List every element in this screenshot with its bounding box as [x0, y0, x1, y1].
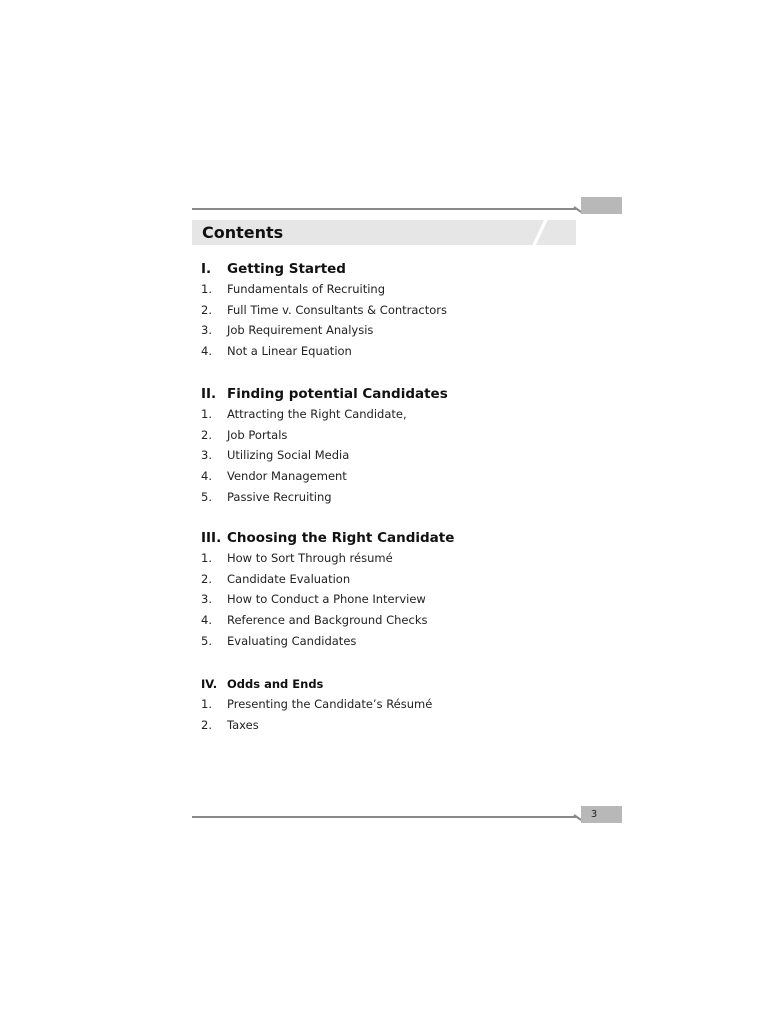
- bottom-rule: [192, 816, 577, 818]
- item-number: 1.: [201, 551, 212, 565]
- item-label: How to Conduct a Phone Interview: [227, 592, 426, 607]
- section-heading: [201, 528, 581, 548]
- toc-item: [201, 425, 581, 446]
- top-rule: [192, 208, 577, 210]
- toc-section-1: [201, 259, 581, 362]
- toc-item: [201, 320, 581, 341]
- item-number: 4.: [201, 344, 212, 359]
- toc-item: [201, 404, 581, 425]
- toc-item: [201, 610, 581, 631]
- contents-title-bar-slash: [520, 220, 560, 245]
- toc-item: [201, 279, 581, 300]
- item-label: Attracting the Right Candidate,: [227, 407, 407, 421]
- toc-item: [201, 548, 581, 569]
- item-label: Passive Recruiting: [227, 489, 332, 504]
- section-title: Getting Started: [227, 261, 346, 277]
- item-label: Not a Linear Equation: [227, 344, 352, 359]
- toc-item: [201, 341, 581, 362]
- item-number: 3.: [201, 592, 212, 607]
- item-number: 3.: [201, 323, 212, 338]
- toc-item: [201, 589, 581, 610]
- item-label: Reference and Background Checks: [227, 613, 428, 628]
- item-label: Full Time v. Consultants & Contractors: [227, 302, 448, 317]
- section-title: Odds and Ends: [227, 677, 324, 691]
- item-label: Vendor Management: [227, 469, 347, 484]
- section-heading: [201, 384, 581, 404]
- item-label: Evaluating Candidates: [227, 633, 357, 648]
- toc-item: [201, 445, 581, 466]
- item-label: How to Sort Through résumé: [227, 551, 393, 565]
- item-number: 4.: [201, 469, 212, 484]
- item-label: Candidate Evaluation: [227, 571, 351, 586]
- top-corner-tab: [581, 197, 622, 214]
- toc-item: [201, 715, 581, 736]
- item-label: Job Portals: [227, 427, 288, 442]
- item-label: Presenting the Candidate’s Résumé: [227, 697, 433, 711]
- item-label: Taxes: [227, 717, 259, 732]
- item-number: 5.: [201, 489, 212, 504]
- toc-item: [201, 300, 581, 321]
- toc-item: [201, 569, 581, 590]
- item-number: 1.: [201, 697, 212, 711]
- item-number: 2.: [201, 302, 212, 317]
- item-label: Fundamentals of Recruiting: [227, 282, 385, 296]
- section-heading: [201, 674, 581, 694]
- page-title: Contents: [202, 223, 284, 242]
- item-number: 4.: [201, 613, 212, 628]
- item-number: 2.: [201, 571, 212, 586]
- toc-item: [201, 694, 581, 715]
- item-number: 1.: [201, 282, 212, 296]
- section-numeral: III.: [201, 530, 222, 546]
- item-number: 2.: [201, 717, 212, 732]
- page-number: 3: [590, 809, 598, 820]
- item-number: 1.: [201, 407, 212, 421]
- section-numeral: IV.: [201, 677, 218, 691]
- item-number: 2.: [201, 427, 212, 442]
- toc-section-3: [201, 528, 581, 652]
- item-label: Utilizing Social Media: [227, 448, 350, 463]
- item-number: 5.: [201, 633, 212, 648]
- section-heading: [201, 259, 581, 279]
- item-number: 3.: [201, 448, 212, 463]
- section-numeral: II.: [201, 386, 217, 402]
- toc-section-4: [201, 674, 581, 735]
- toc-item: [201, 487, 581, 508]
- toc-item: [201, 466, 581, 487]
- section-title: Finding potential Candidates: [227, 386, 448, 402]
- toc-section-2: [201, 384, 581, 508]
- section-numeral: I.: [201, 261, 212, 277]
- item-label: Job Requirement Analysis: [227, 323, 374, 338]
- section-title: Choosing the Right Candidate: [227, 530, 455, 546]
- toc-item: [201, 631, 581, 652]
